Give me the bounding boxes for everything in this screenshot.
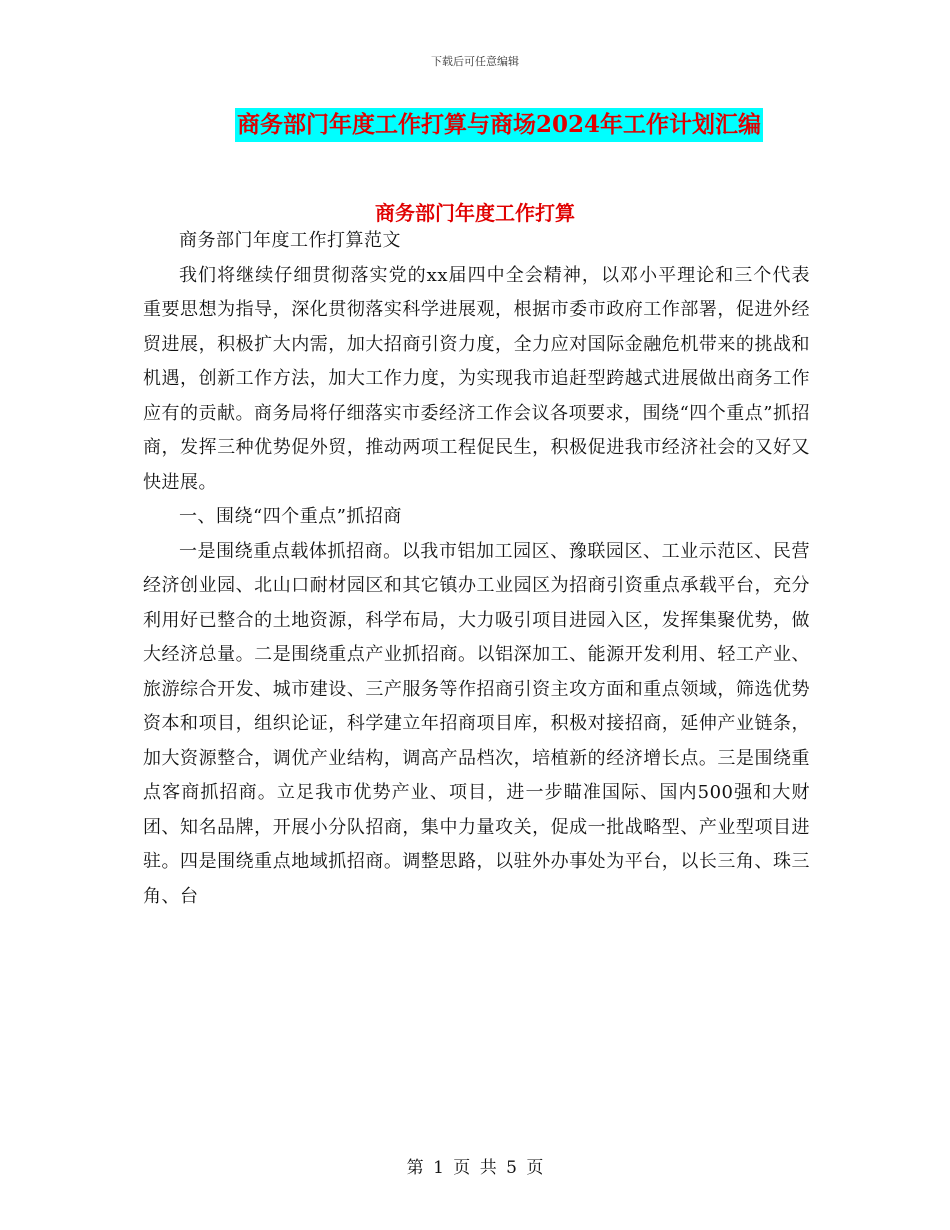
document-body — [143, 224, 810, 914]
main-title-container — [0, 108, 950, 142]
section-title: 商务部门年度工作打算 — [375, 201, 575, 225]
paragraph-subtitle: 商务部门年度工作打算范文 — [179, 230, 401, 251]
paragraph-heading-one: 一、围绕“四个重点”抓招商 — [179, 506, 402, 527]
paragraph-investment-focus: 一是围绕重点载体抓招商。以我市铝加工园区、豫联园区、工业示范区、民营经济创业园、北山口耐材园区和其它镇办工业园区为招商引资重点承载平台，充分利用好已整合的土地资源，科学布局，大力吸引项目进园入区，发挥集聚优势，做大经济总量。二是围绕重点产业抓招商。以铝深加工、能源开发利用、轻工产业、旅游综合开发、城市建设、三产服务等作招商引资主攻方面和重点领域，筛选优势资本和项目，组织论证，科学建立年招商项目库，积极对接招商，延伸产业链条，加大资源整合，调优产业结构，调高产品档次，培植新的经济增长点。三是围绕重点客商抓招商。立足我市优势产业、项目，进一步瞄准国际、国内500强和大财团、知名品牌，开展小分队招商，集中力量攻关，促成一批战略型、产业型项目进驻。四是围绕重点地域抓招商。调整思路，以驻外办事处为平台，以长三角、珠三角、台 — [143, 540, 810, 907]
page-number-indicator: 第 1 页 共 5 页 — [406, 1158, 544, 1178]
page-header-note: 下载后可任意编辑 — [431, 55, 519, 68]
paragraph-intro: 我们将继续仔细贯彻落实党的xx届四中全会精神，以邓小平理论和三个代表重要思想为指导，深化贯彻落实科学进展观，根据市委市政府工作部署，促进外经贸进展，积极扩大内需，加大招商引资力度，全力应对国际金融危机带来的挑战和机遇，创新工作方法，加大工作力度，为实现我市追赶型跨越式进展做出商务工作应有的贡献。商务局将仔细落实市委经济工作会议各项要求，围绕“四个重点”抓招商，发挥三种优势促外贸，推动两项工程促民生，积极促进我市经济社会的又好又快进展。 — [143, 264, 810, 493]
document-main-title: 商务部门年度工作打算与商场2024年工作计划汇编 — [235, 108, 763, 142]
